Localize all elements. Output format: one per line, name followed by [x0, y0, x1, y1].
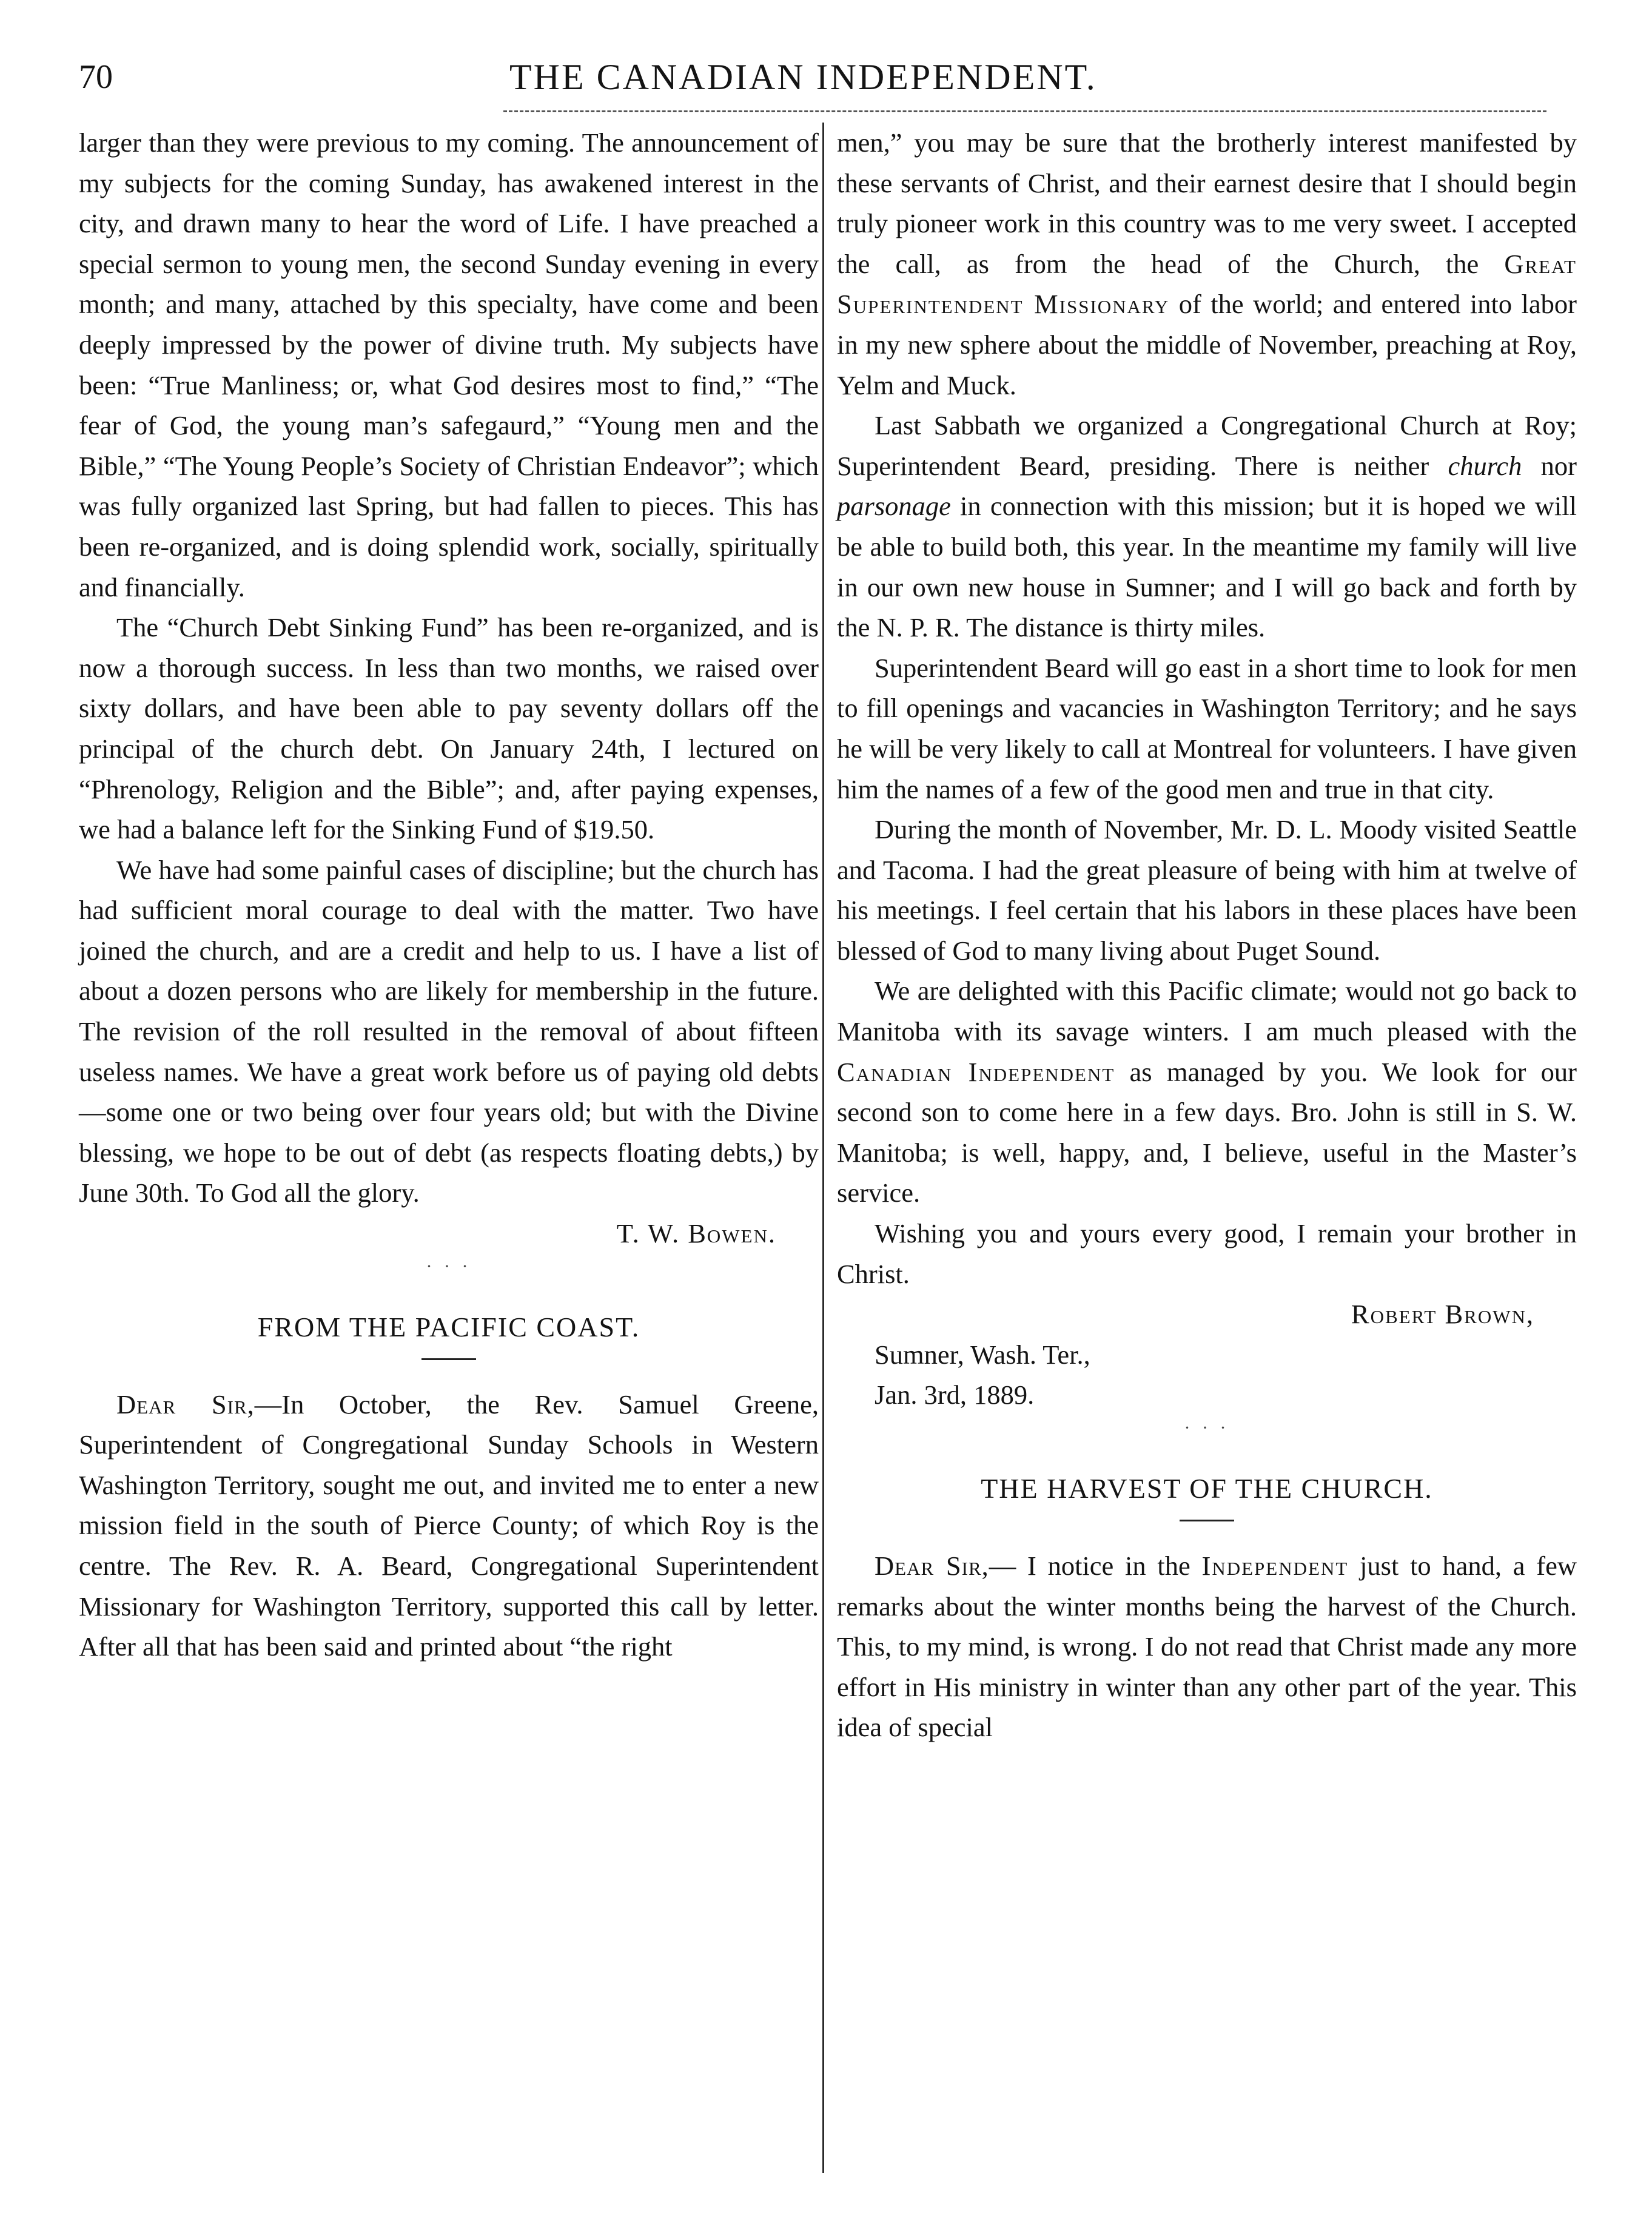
- left-column: [79, 123, 819, 2173]
- article-paragraph: Wishing you and yours every good, I remain your brother in Christ.: [837, 1218, 1577, 1289]
- signature-brown: Robert Brown,: [1351, 1299, 1534, 1330]
- article-paragraph: Dear Sir,— I notice in the Independent just to hand, a few remarks about the winter months being the harvest of the Church. This, to my mind, is wrong. I do not read that Christ made any more effort in His ministry in winter than any other part of the year. This idea of special: [837, 1551, 1577, 1743]
- salutation: Dear Sir,: [875, 1551, 989, 1581]
- article-paragraph: men,” you may be sure that the brotherly interest manifested by these servants of Christ, and their earnest desire that I should begin truly pioneer work in this country was to me very sweet. I accepted the call, as from the head of the Church, the Great Superintendent Missionary of the world; and entered into labor in my new sphere about the middle of November, preaching at Roy, Yelm and Muck.: [837, 127, 1577, 400]
- page-number: 70: [79, 58, 113, 96]
- article-paragraph: We are delighted with this Pacific climate; would not go back to Manitoba with its savage winters. I am much pleased with the Canadian Independent as managed by you. We look for our second son to come here in a few days. Bro. John is still in S. W. Manitoba; is well, happy, and, I believe, useful in the Master’s service.: [837, 975, 1577, 1208]
- article-paragraph: During the month of November, Mr. D. L. Moody visited Seattle and Tacoma. I had the great pleasure of being with him at twelve of his meetings. I feel certain that his labors in these places have been blessed of God to many living about Puget Sound.: [837, 814, 1577, 966]
- separator-dots: · · ·: [426, 1256, 472, 1276]
- dateline-date: Jan. 3rd, 1889.: [875, 1379, 1035, 1410]
- section-title-harvest: THE HARVEST OF THE CHURCH.: [981, 1473, 1433, 1504]
- article-paragraph: The “Church Debt Sinking Fund” has been re-organized, and is now a thorough success. In less than two months, we raised over sixty dollars, and have been able to pay seventy dollars off the principal of the church debt. On January 24th, I lectured on “Phrenology, Religion and the Bible”; and, after paying expenses, we had a balance left for the Sinking Fund of $19.50.: [79, 612, 819, 845]
- column-divider: [822, 123, 824, 2173]
- page-header: [79, 56, 1546, 123]
- article-paragraph: We have had some painful cases of discipline; but the church has had sufficient moral courage to deal with the matter. Two have joined the church, and are a credit and help to us. I have a list of about a dozen persons who are likely for membership in the future. The revision of the roll resulted in the removal of about fifteen useless names. We have a great work before us of paying old debts —some one or two being over four years old; but with the Divine blessing, we hope to be out of debt (as respects floating debts,) by June 30th. To God all the glory.: [79, 854, 819, 1208]
- article-paragraph: Dear Sir,—In October, the Rev. Samuel Greene, Superintendent of Congregational Sunday Schools in Western Washington Territory, sought me out, and invited me to enter a new mission field in the south of Pierce County; of which Roy is the centre. The Rev. R. A. Beard, Congregational Superintendent Missionary for Washington Territory, supported this call by letter. After all that has been said and printed about “the right: [79, 1389, 819, 1662]
- article-paragraph: Last Sabbath we organized a Congregational Church at Roy; Superintendent Beard, presiding. There is neither church nor parsonage in connection with this mission; but it is hoped we will be able to build both, this year. In the meantime my family will live in our own new house in Sumner; and I will go back and forth by the N. P. R. The distance is thirty miles.: [837, 410, 1577, 643]
- salutation: Dear Sir,: [116, 1389, 255, 1420]
- title-rule: [421, 1358, 476, 1360]
- section-title-pacific-coast: FROM THE PACIFIC COAST.: [257, 1311, 640, 1342]
- title-rule: [1180, 1520, 1234, 1521]
- separator-dots: · · ·: [1184, 1418, 1230, 1438]
- dateline-place: Sumner, Wash. Ter.,: [875, 1339, 1090, 1370]
- article-paragraph: larger than they were previous to my coming. The announcement of my subjects for the coming Sunday, has awakened interest in the city, and drawn many to hear the word of Life. I have preached a special sermon to young men, the second Sunday evening in every month; and many, attached by this specialty, have come and been deeply impressed by the power of divine truth. My subjects have been: “True Manliness; or, what God desires most to find,” “The fear of God, the young man’s safegaurd,” “Young men and the Bible,” “The Young People’s Society of Christian Endeavor”; which was fully organized last Spring, but had fallen to pieces. This has been re-organized, and is doing splendid work, socially, spiritually and financially.: [79, 127, 819, 602]
- running-title: THE CANADIAN INDEPENDENT.: [509, 57, 1097, 97]
- header-rule: [503, 110, 1546, 112]
- signature-bowen: T. W. Bowen.: [616, 1218, 776, 1249]
- right-column: [837, 123, 1577, 2173]
- article-paragraph: Superintendent Beard will go east in a short time to look for men to fill openings and vacancies in Washington Territory; and he says he will be very likely to call at Montreal for volunteers. I have given him the names of a few of the good men and true in that city.: [837, 652, 1577, 804]
